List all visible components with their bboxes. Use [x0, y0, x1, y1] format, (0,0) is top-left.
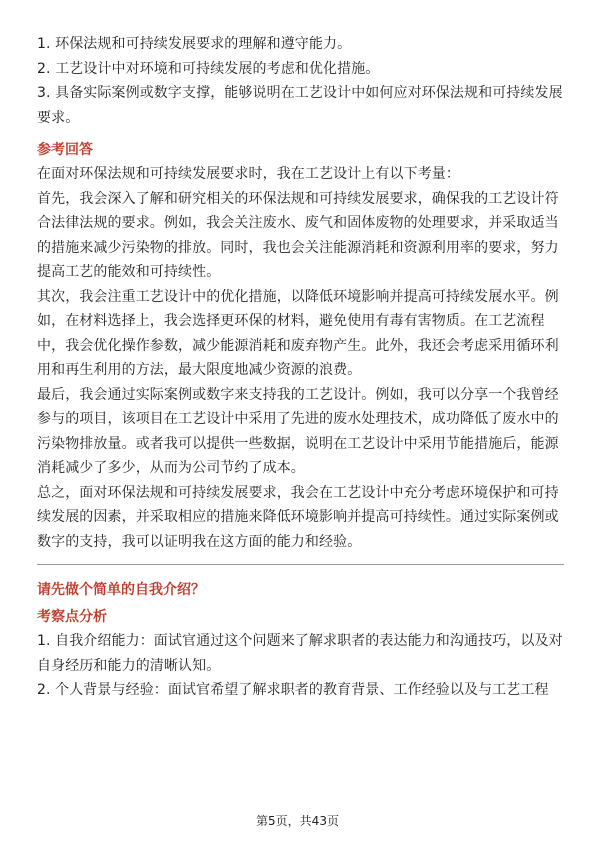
point-item: 1. 自我介绍能力：面试官通过这个问题来了解求职者的表达能力和沟通技巧，以及对自身经历和能力的清晰认知。 [37, 633, 563, 674]
answer-paragraph: 最后，我会通过实际案例或数字来支持我的工艺设计。例如，我可以分享一个我曾经参与的项目，该项目在工艺设计中采用了先进的废水处理技术，成功降低了废水中的污染物排放量。或者我可以提供一些数据，说明在工艺设计中采用节能措施后，能源消耗减少了多少，从而为公司节约了成本。 [37, 386, 559, 476]
points-heading: 考察点分析 [37, 609, 107, 625]
answer-paragraph: 总之，面对环保法规和可持续发展要求，我会在工艺设计中充分考虑环境保护和可持续发展的因素，并采取相应的措施来降低环境影响并提高可持续性。通过实际案例或数字的支持，我可以证明我在这方面的能力和经验。 [37, 484, 559, 550]
point-item: 2. 个人背景与经验：面试官希望了解求职者的教育背景、工作经验以及与工艺工程 [37, 682, 549, 698]
criteria-item: 2. 工艺设计中对环境和可持续发展的考虑和优化措施。 [37, 60, 380, 77]
answer-heading: 参考回答 [37, 142, 93, 158]
page-footer: 第5页，共43页 [256, 814, 339, 828]
answer-paragraph: 首先，我会深入了解和研究相关的环保法规和可持续发展要求，确保我的工艺设计符合法律法规的要求。例如，我会关注废水、废气和固体废物的处理要求，并采取适当的措施来减少污染物的排放。同时，我也会关注能源消耗和资源利用率的要求，努力提高工艺的能效和可持续性。 [37, 190, 559, 280]
answer-body [37, 162, 564, 554]
points-list [37, 629, 564, 703]
criteria-list [37, 32, 564, 130]
question-title: 请先做个简单的自我介绍？ [37, 582, 205, 598]
answer-paragraph: 其次，我会注重工艺设计中的优化措施，以降低环境影响并提高可持续发展水平。例如，在材料选择上，我会选择更环保的材料，避免使用有毒有害物质。在工艺流程中，我会优化操作参数，减少能源消耗和废弃物产生。此外，我还会考虑采用循环利用和再生利用的方法，最大限度地减少资源的浪费。 [37, 288, 559, 378]
page-content [37, 32, 564, 703]
criteria-item: 1. 环保法规和可持续发展要求的理解和遵守能力。 [37, 36, 352, 52]
section-divider [37, 564, 564, 565]
answer-paragraph: 在面对环保法规和可持续发展要求时，我在工艺设计上有以下考量： [37, 166, 460, 182]
criteria-item: 3. 具备实际案例或数字支撑，能够说明在工艺设计中如何应对环保法规和可持续发展要求。 [37, 85, 563, 126]
